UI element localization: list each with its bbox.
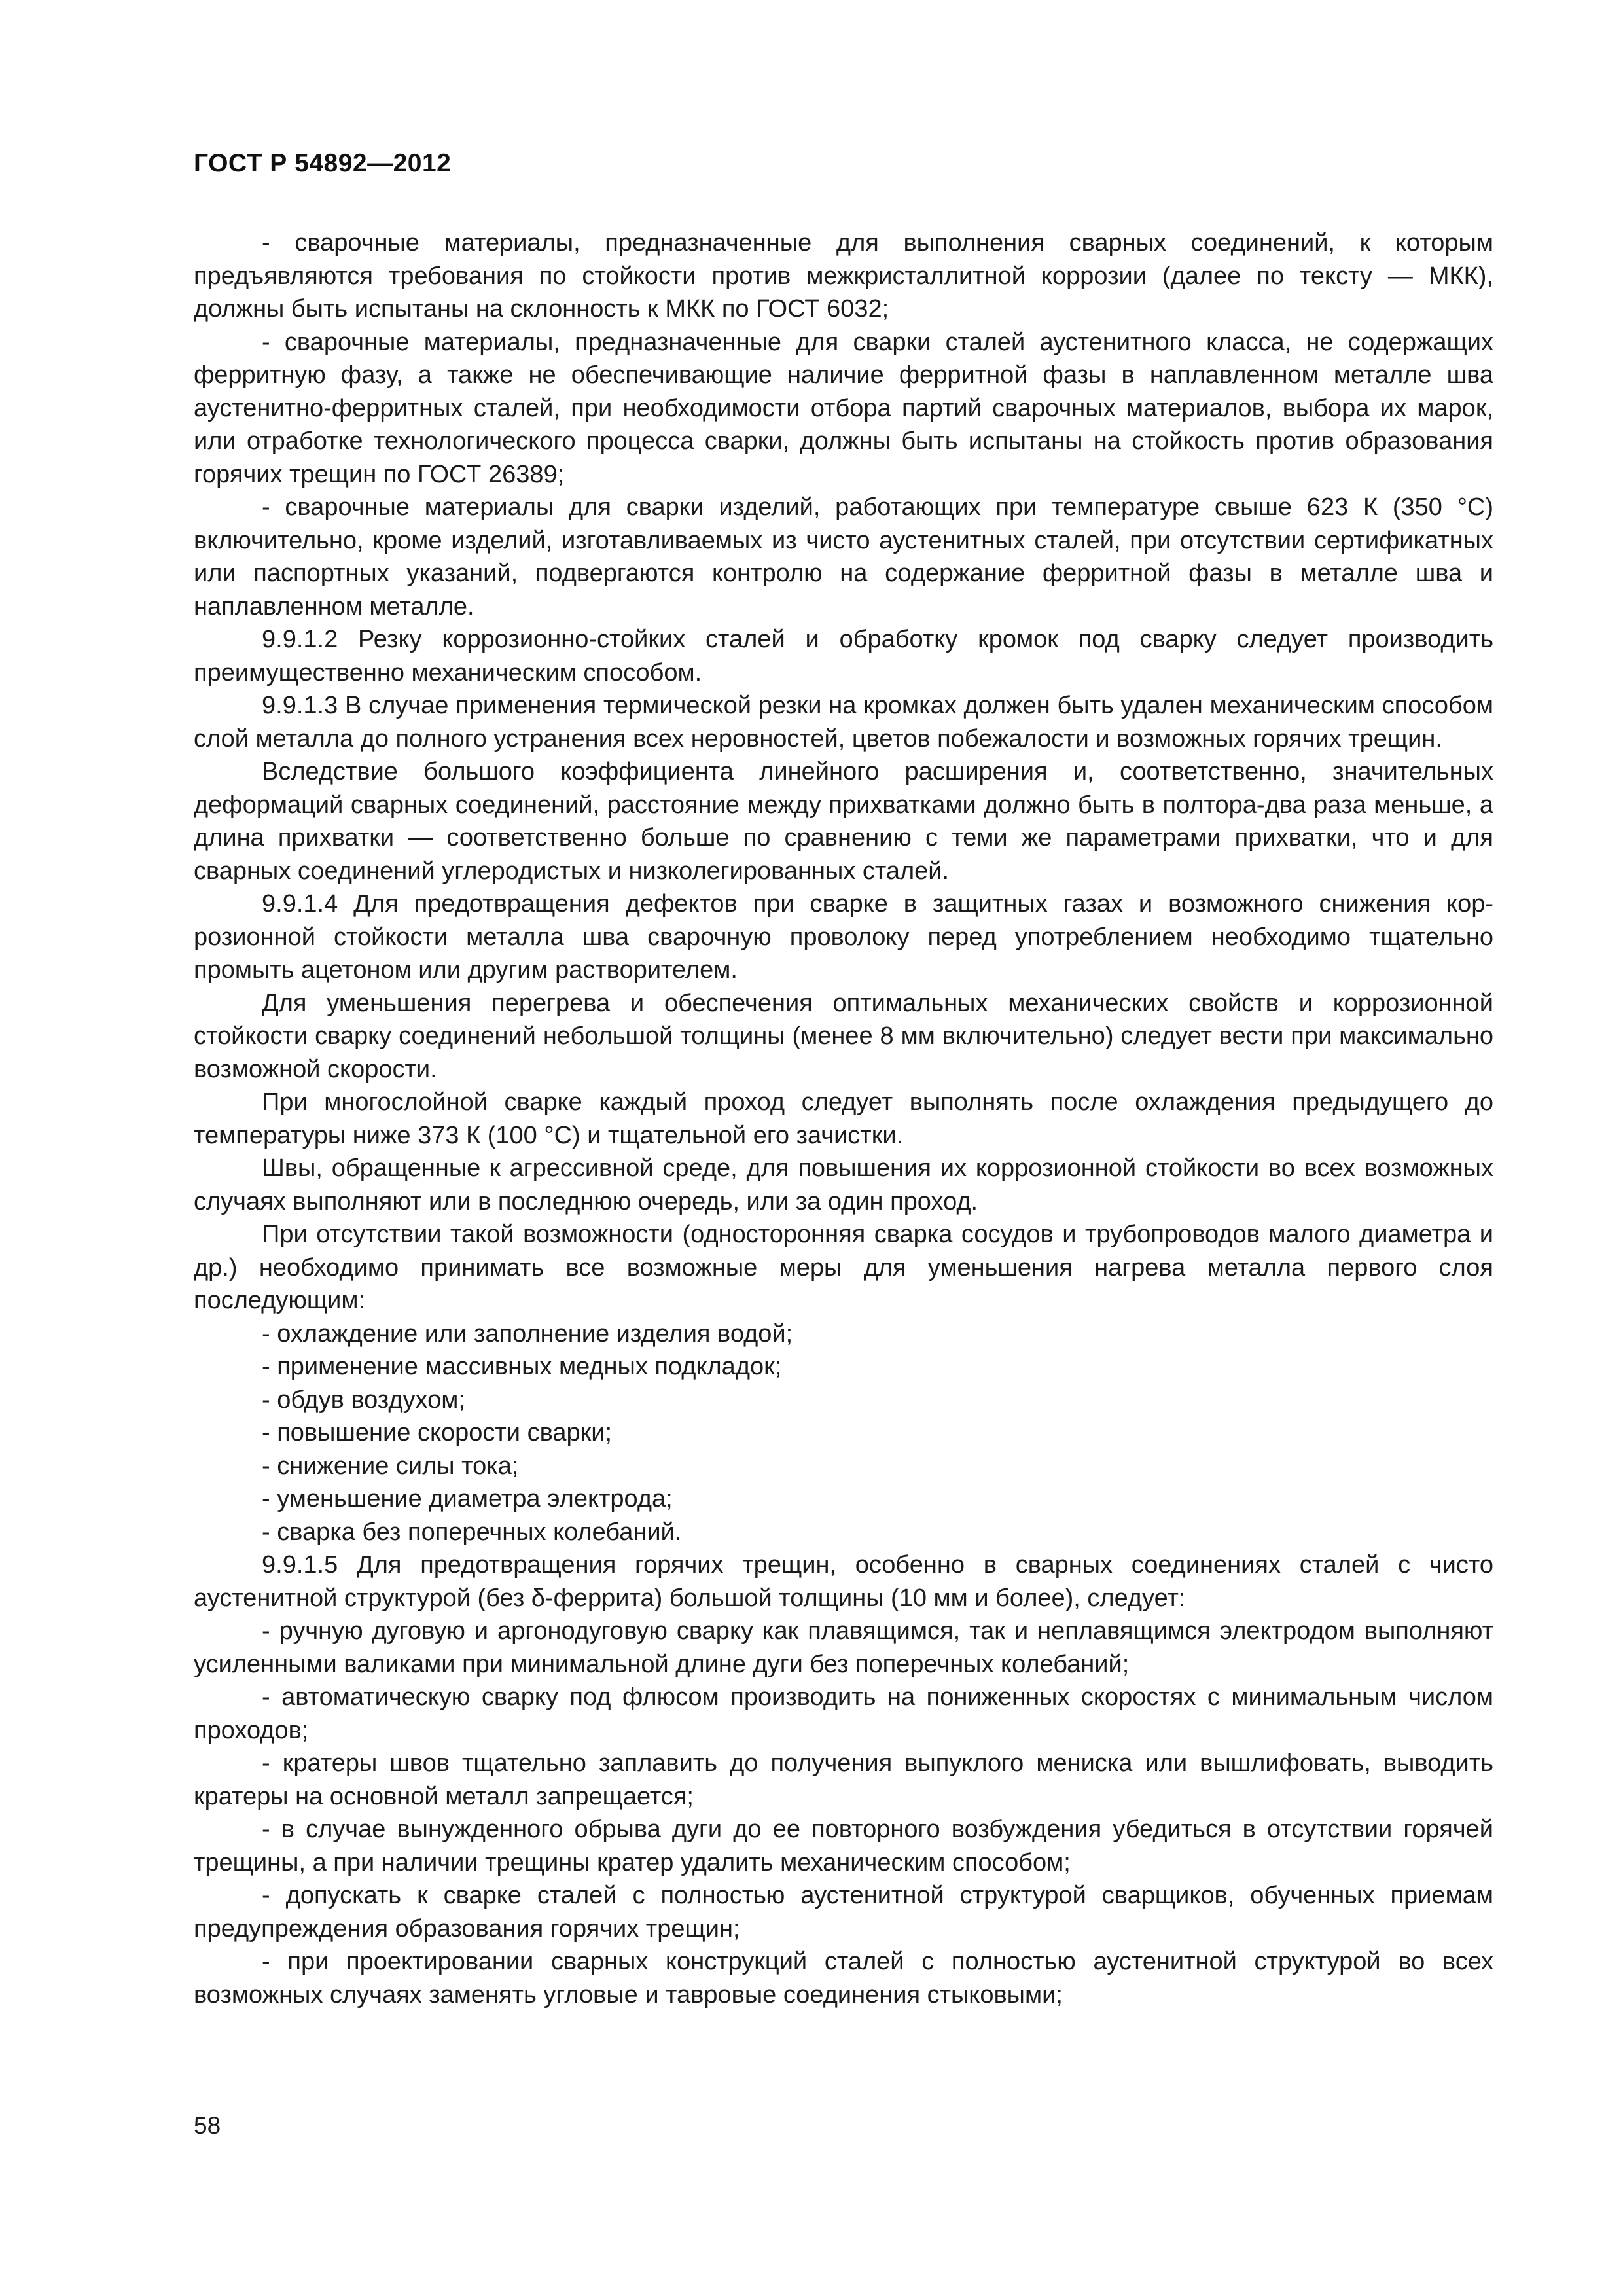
list-item: - уменьшение диаметра электрода; [262, 1485, 673, 1513]
list-item: - сварка без поперечных колебаний. [262, 1518, 682, 1546]
list-item: - охлаждение или заполнение изделия водой; [262, 1319, 793, 1348]
paragraph: 9.9.1.2 Резку коррозионно-стойких сталей и обработку кромок под сварку следует производить преимущественно механическим способом. [194, 626, 1493, 687]
list-item: - при проектировании сварных конструкций сталей с полностью аустенитной структурой во всех возможных случаях заменять угловые и тавровые соединения стыковыми; [194, 1948, 1493, 2009]
paragraph: 9.9.1.5 Для предотвращения горячих трещин, особенно в сварных соединениях сталей с чисто аустенитной структурой (без δ-феррита) большой толщины (10 мм и более), следует: [194, 1551, 1493, 1612]
page-number: 58 [194, 2112, 221, 2139]
document-header: ГОСТ Р 54892—2012 [194, 149, 452, 177]
paragraph: При отсутствии такой возможности (односторонняя сварка сосудов и трубопроводов малого диаметра и др.) необходимо принимать все возможные меры для уменьшения нагрева металла первого слоя последующим: [194, 1221, 1493, 1314]
list-item: - ручную дуговую и аргонодуговую сварку как плавящимся, так и неплавящимся электродом выполняют усиленными валиками при минимальной длине дуги без поперечных колебаний; [194, 1617, 1493, 1678]
paragraph: Швы, обращенные к агрессивной среде, для повышения их коррозионной стойкости во всех возможных случаях выполняют или в последнюю очередь, или за один проход. [194, 1155, 1493, 1215]
paragraph: При многослойной сварке каждый проход следует выполнять после охлаждения предыдущего до температуры ниже 373 К (100 °С) и тщательной его зачистки. [194, 1088, 1493, 1149]
paragraph: 9.9.1.3 В случае применения термической резки на кромках должен быть удален механическим способом слой металла до полного устранения всех неровностей, цветов побежалости и возможных горячих трещин. [194, 692, 1493, 753]
paragraph: Для уменьшения перегрева и обеспечения оптимальных механических свойств и коррозионной стойкости сварку соединений небольшой толщины (менее 8 мм включительно) следует вести при максимально возможной скорости. [194, 989, 1493, 1083]
list-item: - применение массивных медных подкладок; [262, 1353, 782, 1380]
list-item: - допускать к сварке сталей с полностью аустенитной структурой сварщиков, обученных приемам предупреждения образования горячих трещин; [194, 1882, 1493, 1943]
document-body [194, 226, 1493, 2011]
list-item: - в случае вынужденного обрыва дуги до ее повторного возбуждения убедиться в отсутствии горячей трещины, а при наличии трещины кратер удалить механическим способом; [194, 1816, 1493, 1876]
paragraph: - сварочные материалы, предназначенные для сварки сталей аустенитного класса, не содержащих ферритную фазу, а также не обеспечивающие наличие ферритной фазы в наплавленном металле шва аустенитно-ферритных сталей, при необходимости отбора партий сварочных материалов, выбора их марок, или отработке технологического процесса сварки, должны быть испытаны на стойкость против образования горячих трещин по ГОСТ 26389; [194, 328, 1493, 488]
paragraph: - сварочные материалы для сварки изделий, работающих при температуре свыше 623 К (350 °С) включительно, кроме изделий, изготавливаемых из чисто аустенитных сталей, при отсутствии сертификатных или паспортных указаний, подвергаются контролю на содержание ферритной фазы в металле шва и наплавленном металле. [194, 493, 1493, 620]
list-item: - снижение силы тока; [262, 1452, 519, 1480]
list-item: - повышение скорости сварки; [262, 1419, 613, 1446]
list-item: - обдув воздухом; [262, 1386, 465, 1414]
list-item: - автоматическую сварку под флюсом производить на пониженных скоростях с минимальным числом проходов; [194, 1683, 1493, 1744]
paragraph: 9.9.1.4 Для предотвращения дефектов при сварке в защитных газах и возможного снижения коррозионной стойкости металла шва сварочную проволоку перед употреблением необходимо тщательно промыть ацетоном или другим растворителем. [194, 890, 1493, 984]
list-item: - кратеры швов тщательно заплавить до получения выпуклого мениска или вышлифовать, выводить кратеры на основной металл запрещается; [194, 1749, 1493, 1810]
paragraph: Вследствие большого коэффициента линейного расширения и, соответственно, значительных деформаций сварных соединений, расстояние между прихватками должно быть в полтора-два раза меньше, а длина прихватки — соответственно больше по сравнению с теми же параметрами прихватки, что и для сварных соединений углеродистых и низколегированных сталей. [194, 758, 1493, 885]
paragraph: - сварочные материалы, предназначенные для выполнения сварных соединений, к которым предъявляются требования по стойкости против межкристаллитной коррозии (далее по тексту — МКК), должны быть испытаны на склонность к МКК по ГОСТ 6032; [194, 229, 1493, 323]
